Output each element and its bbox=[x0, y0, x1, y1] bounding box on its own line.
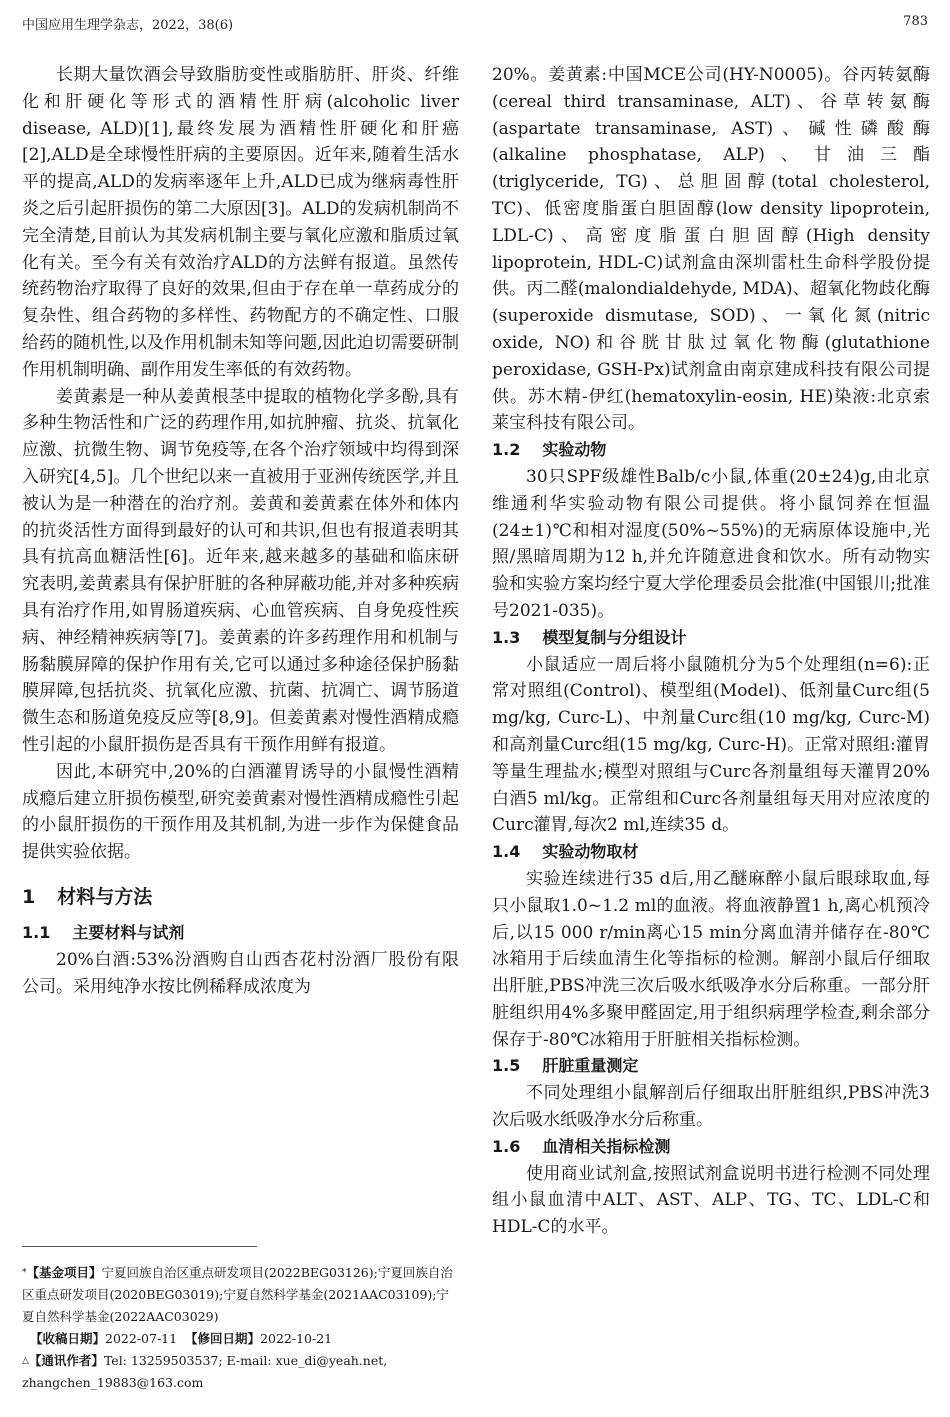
subsection-number: 1.1 bbox=[22, 922, 51, 942]
footnote-mark-2: △ bbox=[22, 1356, 29, 1366]
subsection-number: 1.4 bbox=[492, 842, 521, 862]
subsection-title: 肝脏重量测定 bbox=[542, 1056, 639, 1076]
subsection-title: 血清相关指标检测 bbox=[542, 1136, 671, 1156]
subsection-heading-1-4 bbox=[492, 839, 930, 866]
section-title: 材料与方法 bbox=[57, 885, 153, 908]
animals-paragraph: 30只SPF级雄性Balb/c小鼠,体重(20±24)g,由北京维通利华实验动物有限公司提供。将小鼠饲养在恒温(24±1)℃和相对湿度(50%~55%)的无病原体设施中,光照/黑暗周期为12 h,并允许随意进食和饮水。所有动物实验和实验方案均经宁夏大学伦理委员会批准(中国银川;批准号2021-035)。 bbox=[492, 466, 930, 621]
intro-paragraph-3: 因此,本研究中,20%的白酒灌胃诱导的小鼠慢性酒精成瘾后建立肝损伤模型,研究姜黄素对慢性酒精成瘾性引起的小鼠肝损伤的干预作用及其机制,为进一步作为保健食品提供实验依据。 bbox=[22, 761, 459, 863]
right-column bbox=[492, 62, 930, 1241]
materials-paragraph: 20%白酒:53%汾酒购自山西杏花村汾酒厂股份有限公司。采用纯净水按比例稀释成浓度为 bbox=[22, 949, 459, 997]
serum-indicators-paragraph: 使用商业试剂盒,按照试剂盒说明书进行检测不同处理组小鼠血清中ALT、AST、ALP、TG、TC、LDL-C和HDL-C的水平。 bbox=[492, 1163, 930, 1238]
subsection-number: 1.2 bbox=[492, 440, 521, 460]
fund-text: 宁夏回族自治区重点研发项目(2022BEG03126);宁夏回族自治区重点研发项目(2020BEG03019);宁夏自然科学基金(2021AAC03109);宁夏自然科学基金(2022AAC03029) bbox=[22, 1265, 453, 1324]
section-heading-methods bbox=[22, 884, 459, 910]
subsection-heading-1-5 bbox=[492, 1053, 930, 1080]
author-label: 【通讯作者】 bbox=[28, 1353, 104, 1368]
subsection-title: 实验动物 bbox=[542, 440, 607, 460]
subsection-heading-1-3 bbox=[492, 625, 930, 652]
footnote bbox=[22, 1262, 459, 1394]
subsection-number: 1.3 bbox=[492, 627, 521, 647]
subsection-number: 1.6 bbox=[492, 1136, 521, 1156]
intro-paragraph-2: 姜黄素是一种从姜黄根茎中提取的植物化学多酚,具有多种生物活性和广泛的药理作用,如抗肿瘤、抗炎、抗氧化应激、抗微生物、调节免疫等,在各个治疗领域中均得到深入研究[4,5]。几个世纪以来一直被用于亚洲传统医学,并且被认为是一种潜在的治疗剂。姜黄和姜黄素在体外和体内的抗炎活性方面得到最好的认可和共识,但也有报道表明其具有抗高血糖活性[6]。近年来,越来越多的基础和临床研究表明,姜黄素具有保护肝脏的各种屏蔽功能,并对多种疾病具有治疗作用,如胃肠道疾病、心血管疾病、自身免疫性疾病、神经精神疾病等[7]。姜黄素的许多药理作用和机制与肠黏膜屏障的保护作用有关,它可以通过多种途径保护肠黏膜屏障,包括抗炎、抗氧化应激、抗菌、抗凋亡、调节肠道微生态和肠道免疫反应等[8,9]。但姜黄素对慢性酒精成瘾性引起的小鼠肝损伤是否具有干预作用鲜有报道。 bbox=[22, 386, 459, 755]
subsection-number: 1.5 bbox=[492, 1056, 521, 1076]
page-header bbox=[22, 14, 928, 38]
subsection-heading-1-6 bbox=[492, 1134, 930, 1161]
journal-citation: 中国应用生理学杂志，2022，38(6) bbox=[22, 18, 234, 33]
fund-label: 【基金项目】 bbox=[26, 1265, 102, 1280]
subsection-title: 实验动物取材 bbox=[542, 842, 639, 862]
liver-weight-paragraph: 不同处理组小鼠解剖后仔细取出肝脏组织,PBS冲洗3次后吸水纸吸净水分后称重。 bbox=[492, 1083, 930, 1131]
page-number: 783 bbox=[903, 14, 928, 29]
model-grouping-paragraph: 小鼠适应一周后将小鼠随机分为5个处理组(n=6):正常对照组(Control)、模型组(Model)、低剂量Curc组(5 mg/kg, Curc-L)、中剂量Curc组(10 mg/kg, Curc-M)和高剂量Curc组(15 mg/kg, Curc-H)。正常对照组:灌胃等量生理盐水;模型对照组与Curc各剂量组每天灌胃20%白酒5 ml/kg。正常组和Curc各剂量组每天用对应浓度的Curc灌胃,每次2 ml,连续35 d。 bbox=[492, 654, 930, 836]
left-column bbox=[22, 62, 459, 1000]
sampling-paragraph: 实验连续进行35 d后,用乙醚麻醉小鼠后眼球取血,每只小鼠取1.0~1.2 ml的血液。将血液静置1 h,离心机预冷后,以15 000 r/min离心15 min分离血清并储存在-80℃冰箱用于后续血清生化等指标的检测。解剖小鼠后仔细取出肝脏,PBS冲洗三次后吸水纸吸净水分后称重。一部分肝脏组织用4%多聚甲醛固定,用于组织病理学检查,剩余部分保存于-80℃冰箱用于肝脏相关指标检测。 bbox=[492, 868, 930, 1050]
subsection-title: 主要材料与试剂 bbox=[72, 922, 185, 942]
footnote-author bbox=[22, 1350, 459, 1394]
revised-label: 【修回日期】 bbox=[185, 1331, 261, 1346]
footnote-fund bbox=[22, 1262, 459, 1328]
received-label: 【收稿日期】 bbox=[30, 1331, 106, 1346]
revised-date: 2022-10-21 bbox=[260, 1331, 333, 1346]
footnote-dates bbox=[22, 1328, 459, 1350]
subsection-heading-1-2 bbox=[492, 437, 930, 464]
intro-paragraph-1: 长期大量饮酒会导致脂肪变性或脂肪肝、肝炎、纤维化和肝硬化等形式的酒精性肝病(alcoholic liver disease, ALD)[1],最终发展为酒精性肝硬化和肝癌[2],ALD是全球慢性肝病的主要原因。近年来,随着生活水平的提高,ALD的发病率逐年上升,ALD已成为继病毒性肝炎之后引起肝损伤的第二大原因[3]。ALD的发病机制尚不完全清楚,目前认为其发病机制主要与氧化应激和脂质过氧化有关。至今有关有效治疗ALD的方法鲜有报道。虽然传统药物治疗取得了良好的效果,但由于存在单一草药成分的复杂性、组合药物的多样性、药物配方的不确定性、口服给药的随机性,以及作用机制未知等问题,因此迫切需要研制作用机制明确、副作用发生率低的有效药物。 bbox=[22, 65, 459, 380]
subsection-title: 模型复制与分组设计 bbox=[542, 627, 687, 647]
received-date: 2022-07-11 bbox=[105, 1331, 178, 1346]
author-contact: Tel: 13259503537; E-mail: xue_di@yeah.net, zhangchen_19883@163.com bbox=[22, 1353, 388, 1390]
reagents-paragraph: 20%。姜黄素:中国MCE公司(HY-N0005)。谷丙转氨酶(cereal third transaminase, ALT)、谷草转氨酶(aspartate transaminase, AST)、碱性磷酸酶(alkaline phosphatase, ALP)、甘油三酯(triglyceride, TG)、总胆固醇(total cholesterol, TC)、低密度脂蛋白胆固醇(low density lipoprotein, LDL-C)、高密度脂蛋白胆固醇(High density lipoprotein, HDL-C)试剂盒由深圳雷杜生命科学股份提供。丙二醛(malondialdehyde, MDA)、超氧化物歧化酶(superoxide dismutase, SOD)、一氧化氮(nitric oxide, NO)和谷胱甘肽过氧化物酶(glutathione peroxidase, GSH-Px)试剂盒由南京建成科技有限公司提供。苏木精-伊红(hematoxylin-eosin, HE)染液:北京索莱宝科技有限公司。 bbox=[492, 65, 930, 434]
footnote-divider bbox=[22, 1246, 257, 1247]
footnote-mark: * bbox=[22, 1268, 27, 1278]
subsection-heading-1-1 bbox=[22, 920, 459, 947]
section-number: 1 bbox=[22, 885, 36, 908]
